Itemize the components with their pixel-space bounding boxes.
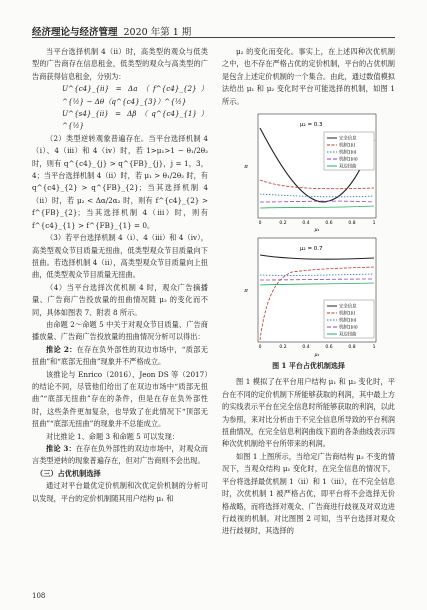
corollary-label: 推论 2： — [46, 344, 77, 354]
legend-label-2: 机制1(ii) — [339, 150, 357, 156]
legend-label-1: 机制1(i) — [339, 311, 356, 317]
paragraph-text: 在存在负外部性的双边市场中，对观众而言类型逆转的现象普遍存在，但对广告商则不会出现。 — [32, 444, 208, 466]
legend-label-0: 完全信息 — [339, 304, 357, 310]
legend-label-0: 完全信息 — [339, 136, 357, 142]
paragraph-text: U^{c4}_{ii} = Δa（f^{c4}_{2}）^{½} − Δθ（q^{c4}_{3}）^{½} — [62, 84, 208, 106]
paragraph — [32, 133, 208, 232]
x-tick: 1 — [372, 221, 376, 227]
x-tick: 0 — [258, 221, 262, 227]
paragraph — [32, 319, 208, 344]
equation — [32, 108, 208, 133]
paragraph-text: 通过对平台最优定价机制和次优定价机制的分析可以发现，平台的定价机制随其用户结构 μ₁ 和 — [32, 481, 208, 503]
legend-label-3: 机制1(iii) — [339, 325, 358, 331]
paragraph-text: 该推论与 Enrico（2016）、Jeon DS 等（2017）的结论不同，尽管他们给出了在双边市场中“质部无扭曲”“底部无扭曲”存在的条件，但是在存在负外部性时，这些条件更加复杂，也导致了在此情况下“顶部无扭曲”“底部无扭曲”的现象并不总能成立。 — [32, 369, 208, 429]
paragraph — [32, 232, 208, 282]
paragraph-text: μ₂ 的变化而变化。事实上，在上述四种次优机制之中，也不存在严格占优的定价机制，平台的占优机制是包含上述定价机制的一个集合。由此，通过数值模拟法给出 μ₁ 和 μ₂ 变化时平台可能选择的机制，如图 1 所示。 — [222, 47, 395, 106]
header-rule — [32, 37, 395, 38]
panel-b-subtitle: μ₂ = 0.7 — [300, 246, 323, 253]
equation — [32, 83, 208, 108]
paragraph-text: （3）若平台选择机制 4（i）、4（iii）和 4（iv），高类型观众节目质量无扭曲，低类型观众节目质量向下扭曲。若选择机制 4（ii），高类型观众节目质量向上扭曲，低类型观众节目质量无扭曲。 — [32, 233, 208, 280]
paragraph-text: U^{s4}_{ii} = Δβ（q^{c4}_{1}）^{½} — [62, 109, 208, 131]
legend-label-1: 机制1(i) — [339, 143, 356, 149]
panel-a-subtitle: μ₂ = 0.3 — [300, 122, 323, 129]
legend-label-4: 双边扭曲 — [339, 332, 357, 338]
paragraph — [32, 443, 208, 468]
page-number: 108 — [32, 592, 46, 600]
panel-a-legend — [324, 132, 374, 170]
paragraph — [222, 451, 395, 538]
panel-b-legend — [324, 300, 374, 338]
left-column — [32, 46, 208, 505]
paragraph-text: 当平台选择机制 4（ii）时，高类型的观众与低类型的广告商存在信息租金，低类型的观众与高类型的广告商获得信息租金，分别为： — [32, 47, 208, 81]
paragraph-text: 对比推论 1、命题 3 和命题 5 可以发现： — [46, 431, 179, 441]
paragraph — [32, 480, 208, 505]
panel-a — [243, 114, 376, 233]
x-tick: 0.2 — [279, 345, 287, 351]
panel-b-xlabel: μ₁ — [314, 352, 320, 359]
x-tick: 0.4 — [302, 345, 310, 351]
x-tick: 0.2 — [279, 221, 287, 227]
paragraph-text: 在存在负外部性的双边市场中，“质部无扭曲”和“底部无扭曲”现象并不严格成立。 — [32, 344, 208, 367]
x-tick: 0.6 — [325, 345, 333, 351]
paragraph-text: 如图 1 上图所示，当给定广告商结构 μ₂ 不变的情况下，当观众结构 μ₁ 变化时，在完全信息的情况下，平台将选择最优机制 1（ii）和 1（iii），在不完全信息时，次优机制 1 被严格占优，即平台将不会选择无价格战略，而将选择对观众、广告商进行歧视及对双边进行歧视的机制。对比图图 2 可知，当平台选择对观众进行歧视时，其选择的 — [222, 451, 395, 536]
paragraph — [222, 46, 395, 108]
paragraph — [32, 431, 208, 443]
paragraph-text: （4）当平台选择次优机制 4 时，观众广告摘播量、广告商广告投放量的扭曲情况随 μ₂ 的变化而不同，具体如图表 7、附表 8 所示。 — [32, 282, 208, 317]
paragraph — [32, 46, 208, 83]
paragraph-text: 图 1 模拟了在平台用户结构 μ₁ 和 μ₂ 变化时，平台在不同的定价机制下所能够获取的利润，其中最上方的实线表示平台在完全信息时所能够获取的利润，以此为参照，来对比分析由于不完全信息所导致的平台利润扭曲情况，在完全信息利润曲线下面的各条曲线表示四种次优机制给平台所带来的利润。 — [222, 377, 395, 449]
panel-b — [243, 238, 376, 358]
paragraph — [222, 376, 395, 450]
x-tick: 0.8 — [348, 345, 356, 351]
section-heading — [32, 468, 208, 480]
x-tick: 0.6 — [325, 221, 333, 227]
figure-1-plots — [232, 110, 382, 358]
panel-a-ylabel: π — [244, 164, 248, 171]
paragraph — [32, 282, 208, 319]
journal-title: 经济理论与经济管理 — [32, 27, 118, 38]
paragraph — [32, 369, 208, 431]
x-tick: 0 — [258, 345, 262, 351]
right-column-top-text — [222, 46, 395, 108]
figure-caption: 图 1 平台占优机制选择 — [272, 361, 345, 371]
figure-1 — [232, 110, 382, 358]
legend-label-3: 机制1(iii) — [339, 157, 358, 163]
issue-label: 2020 年第 1 期 — [123, 27, 192, 38]
panel-b-ylabel: π — [244, 288, 248, 295]
panel-b-x-ticks — [259, 344, 376, 350]
paragraph-text: （三）占优机制选择 — [36, 468, 101, 478]
legend-label-2: 机制1(ii) — [339, 318, 357, 324]
x-tick: 1 — [372, 345, 376, 351]
running-header — [32, 24, 191, 38]
x-tick: 0.4 — [302, 221, 310, 227]
panel-a-x-ticks — [259, 220, 376, 226]
corollary-label: 推论 3： — [46, 444, 76, 453]
paragraph-text: （2）类型逆转观象普遍存在。当平台选择机制 4（i）、4（iii）和 4（iv）时，若 1>μ₁>1 − θ₁/2θ₂ 时，则有 q^{c4}_{j} > q^{FB}_{j}，j = 1，3，4；当平台选择机制 4（ii）时，若 μ₁ > θ₁/2θ₂ 时，有 q^{c4}_{2} > q^{FB}_{2}；当其选择机制 4（ii）时，若 μ₂ < Δα/2α₂ 时，则有 f^{c4}_{2} > f^{FB}_{2}；当其选择机制 4（iii）时，则有 f^{c4}_{1} > f^{FB}_{1} = 0。 — [32, 133, 208, 230]
panel-a-xlabel: μ₁ — [314, 227, 320, 234]
paragraph-text: 由命题 2～命题 5 中关于对观众节目质量、广告商播放量、广告商广告投放量的扭曲情况分析可以得出： — [32, 319, 208, 342]
paragraph — [32, 344, 208, 369]
right-column — [222, 46, 395, 538]
right-column-bottom-text — [222, 376, 395, 537]
x-tick: 0.8 — [348, 221, 356, 227]
legend-label-4: 双边扭曲 — [339, 164, 357, 170]
